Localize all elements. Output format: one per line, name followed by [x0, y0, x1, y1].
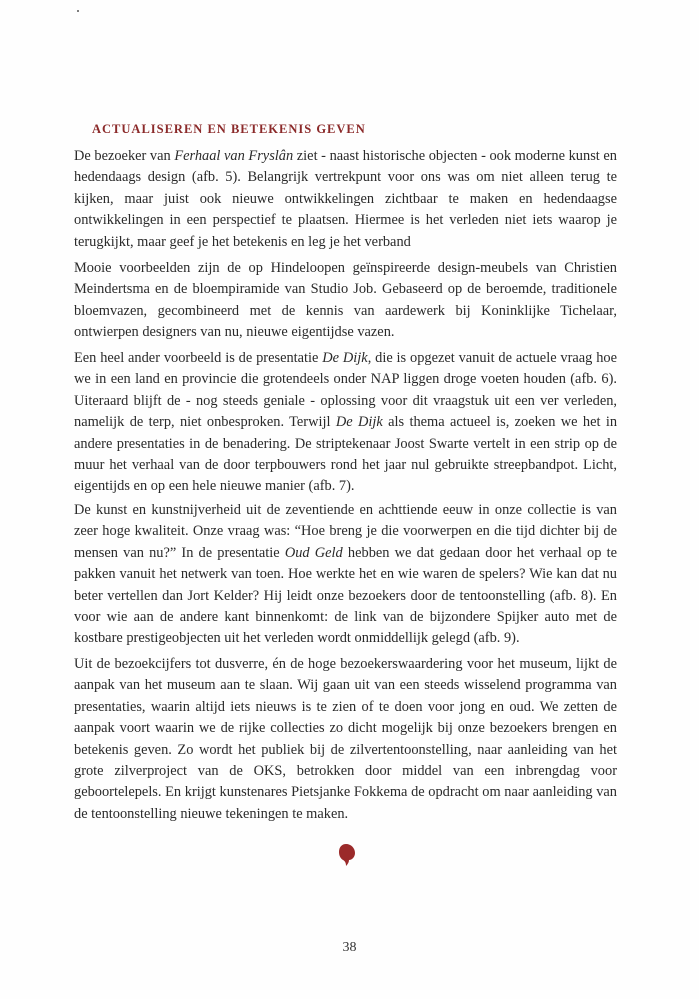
paragraph-3-text-c: , die is opgezet vanuit de actuele vraag hoe we in een land en provincie die grotendeels onder NAP liggen droge voeten houden (afb. 6). Uiteraard blijft de - nog steeds geniale - oplossing voor dit vraagstuk uit een ver verleden, namelijk de terp, niet onbesproken. Terwijl	[74, 350, 618, 431]
paragraph-3-text-a: Een heel ander voorbeeld is de presentatie	[74, 350, 323, 366]
paragraph-3-title-1: De Dijk	[322, 350, 368, 366]
paragraph-4-text-c: hebben we dat gedaan door het verhaal op te pakken vanuit het netwerk van toen. Hoe werkte het en wie waren de spelers? Wie kan dat nu beter vertellen dan Jort Kelder? Hij leidt onze bezoekers door de tentoonstelling (afb. 8). En voor wie aan de andere kant binnenkomt: de link van de bijzondere Spijker auto met de kostbare prestigeobjecten uit het verleden wordt onmiddellijk gelegd (afb. 9).	[74, 544, 618, 647]
paragraph-3-text-e: als thema actueel is, zoeken we het in andere presentaties in de benadering. De striptekenaar Joost Swarte vertelt in een strip op de muur het verhaal van de door terpbouwers rond het jaar nul gebruikte streepbandpot. Licht, eigentijds en op een hele nieuwe manier (afb. 7).	[74, 414, 618, 495]
paragraph-4	[74, 500, 617, 650]
paragraph-3	[74, 348, 617, 498]
scan-speck	[77, 10, 79, 12]
section-heading: ACTUALISEREN EN BETEKENIS GEVEN	[92, 122, 366, 136]
page-number: 38	[342, 940, 357, 955]
paragraph-3-title-2: De Dijk	[335, 414, 383, 431]
paragraph-5	[74, 654, 617, 825]
paragraph-2-text: Mooie voorbeelden zijn de op Hindeloopen geïnspireerde design-meubels van Christien Meindertsma en de bloempiramide van Studio Job. Gebaseerd op de beroemde, traditionele bloemvazen, gecombineerd met de kennis van aardewerk bij Koninklijke Tichelaar, ontwierpen designers van nu, nieuwe eigentijdse vazen.	[74, 260, 617, 341]
paragraph-1	[74, 146, 617, 253]
paragraph-1-text-c: ziet - naast historische objecten - ook moderne kunst en hedendaags design (afb. 5). Belangrijk vertrekpunt voor ons was om niet alleen terug te kijken, maar juist ook nieuwe ontwikkelingen zichtbaar te maken en hedendaagse ontwikkelingen in een perspectief te plaatsen. Hiermee is het verleden niet iets waarop je terugkijkt, maar geef je het betekenis en leg je het verband	[74, 148, 617, 250]
paragraph-5-text: Uit de bezoekcijfers tot dusverre, én de hoge bezoekerswaardering voor het museum, lijkt de aanpak van het museum aan te slaan. Wij gaan uit van een steeds wisselend programma van presentaties, waarin altijd iets nieuws is te zien of te doen voor jong en oud. We zetten de aanpak voort waarin we de rijke collecties zo dicht mogelijk bij onze bezoekers brengen en betekenis geven. Zo wordt het publiek bij de zilvertentoonstelling, naar aanleiding van het grote zilverproject van de OKS, betrokken door middel van een inbrengdag voor geboortelepels. En krijgt kunstenares Pietsjanke Fokkema de opdracht om naar aanleiding van de tentoonstelling nieuwe tekeningen te maken.	[74, 656, 617, 822]
leaf-ornament-icon	[337, 843, 357, 867]
paragraph-1-text-a: De bezoeker van	[74, 148, 175, 164]
paragraph-1-title: Ferhaal van Fryslân	[174, 148, 294, 164]
paragraph-4-text-a: De kunst en kunstnijverheid uit de zeventiende en achttiende eeuw in onze collectie is van zeer hoge kwaliteit. Onze vraag was: “Hoe breng je die voorwerpen en die tijd dichter bij de mensen van nu?” In de presentatie	[74, 502, 617, 561]
paragraph-2	[74, 258, 617, 344]
paragraph-4-title: Oud Geld	[284, 544, 343, 561]
